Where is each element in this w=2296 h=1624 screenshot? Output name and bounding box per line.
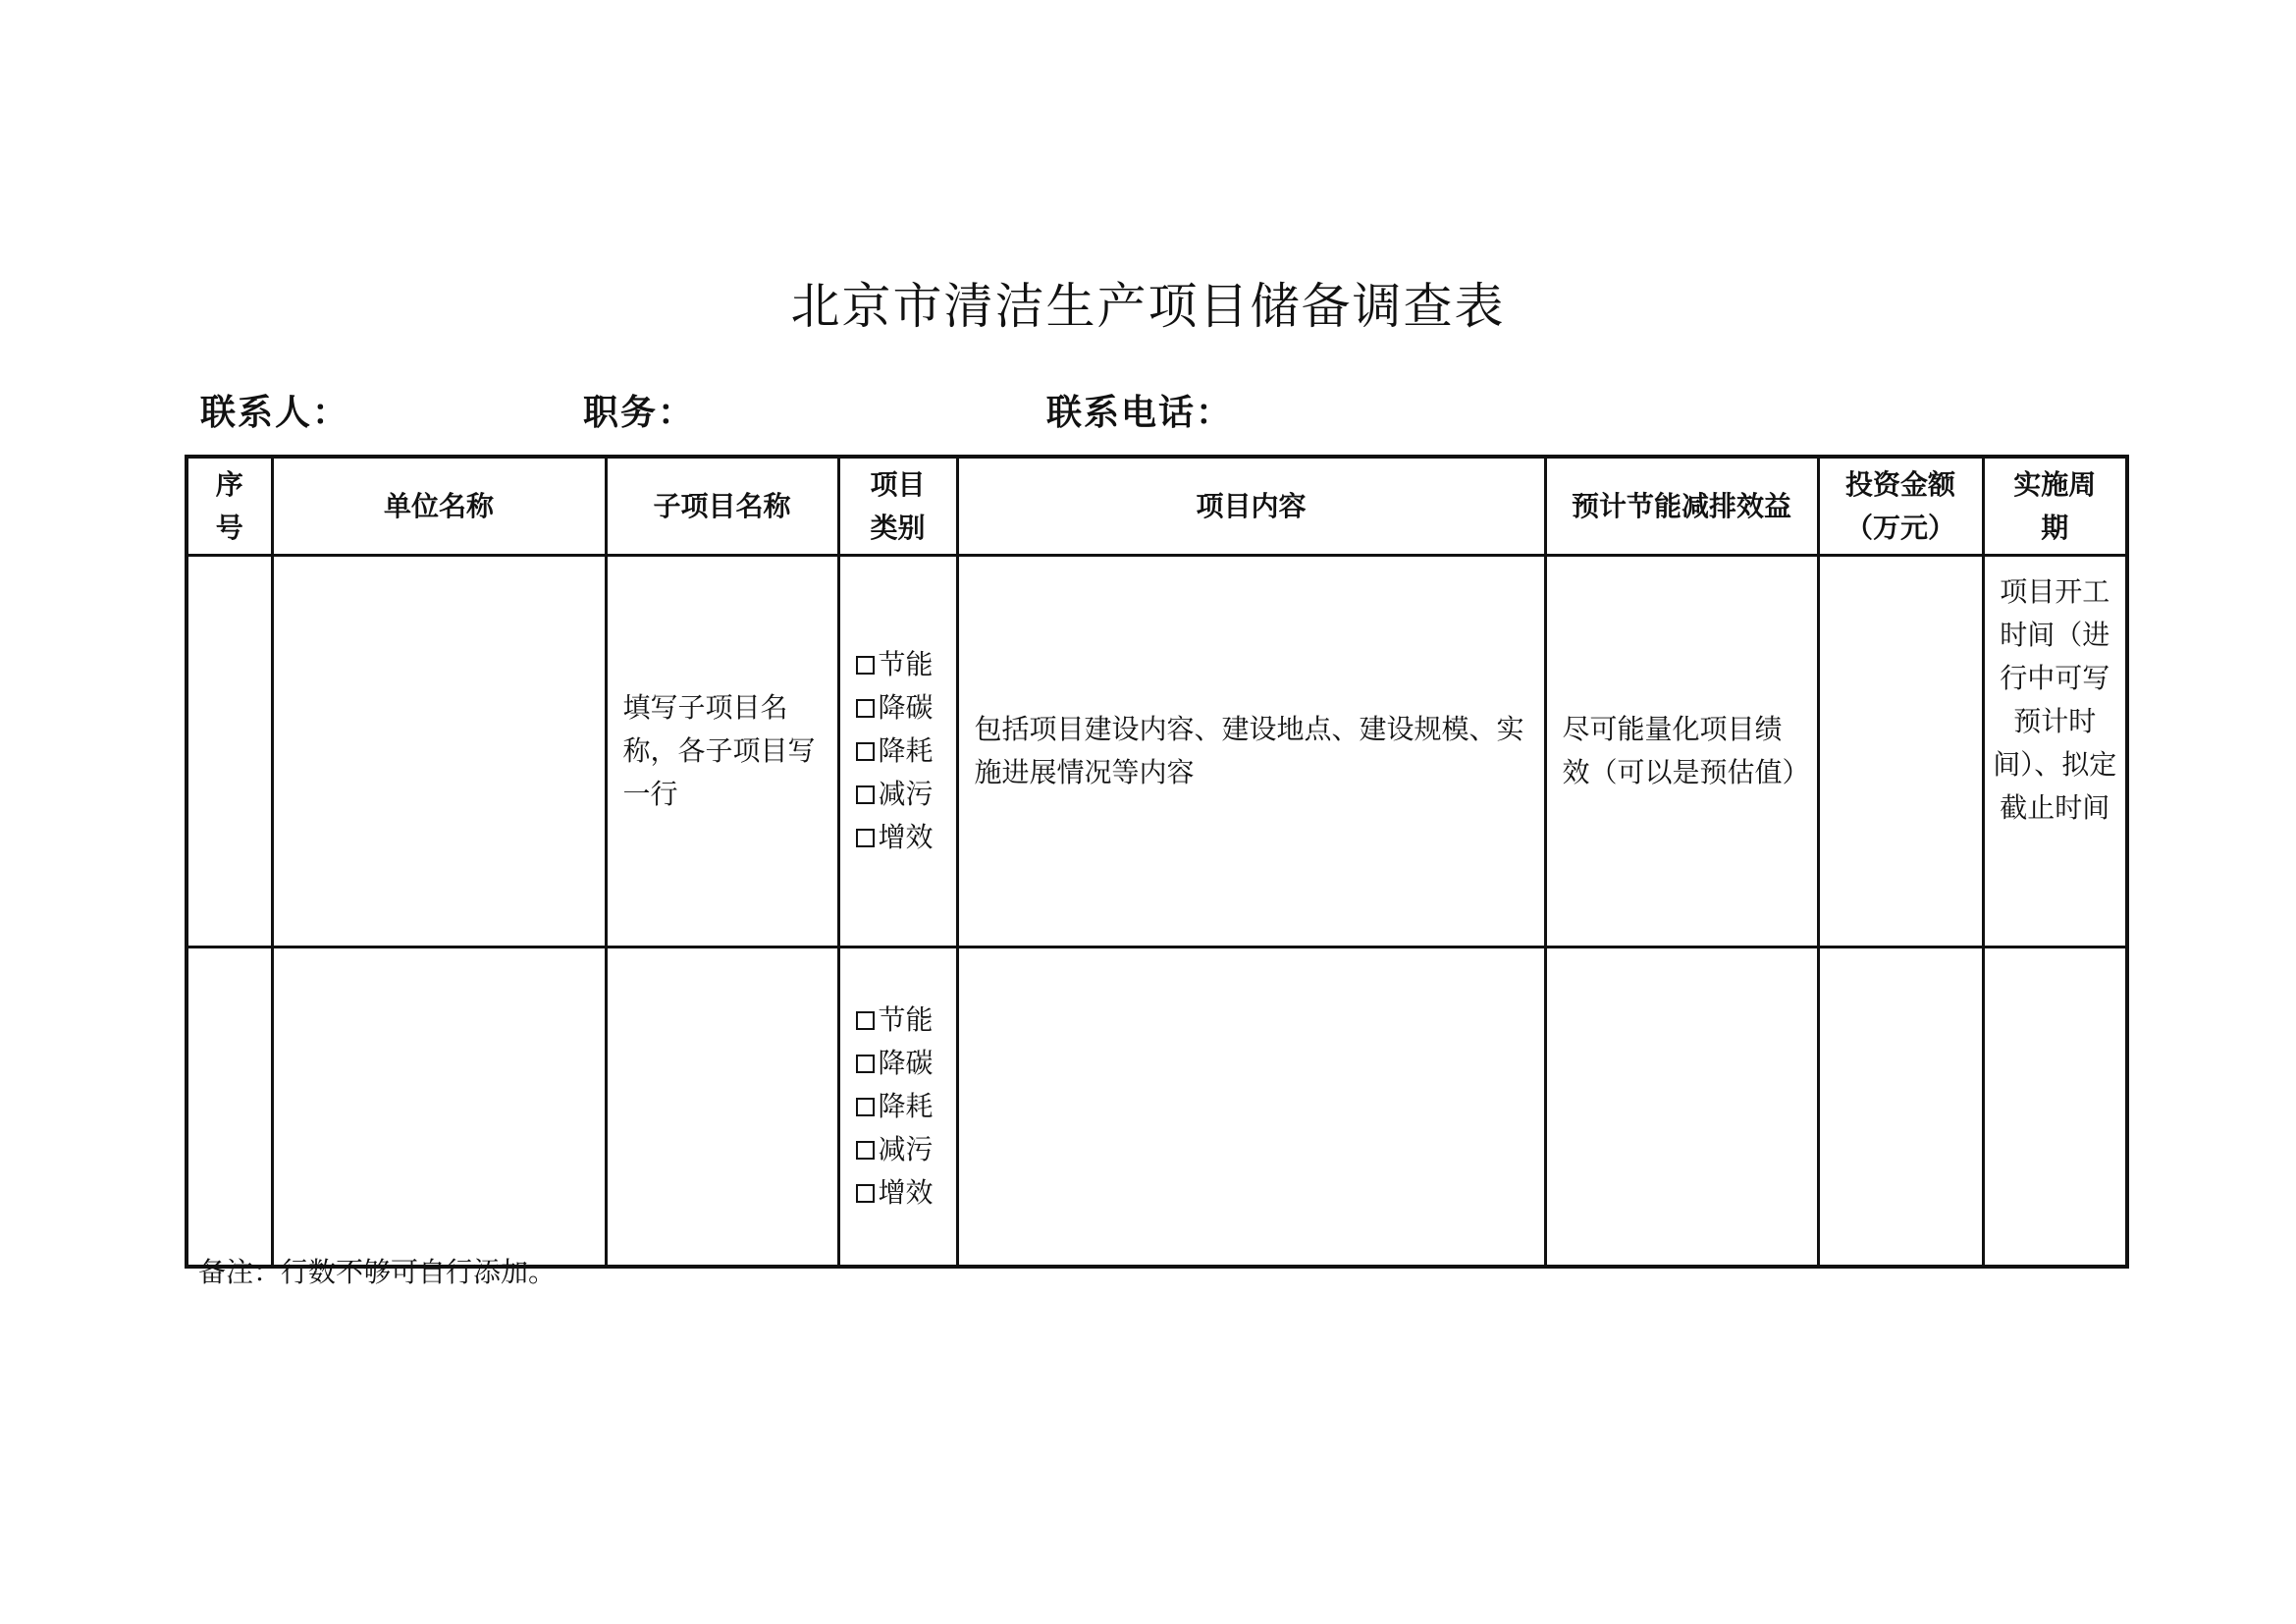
header-period-line1: 实施周 [2013, 467, 2097, 501]
header-seq-line1: 序 [215, 467, 243, 501]
checkbox-icon[interactable] [856, 829, 875, 847]
header-category-line2: 类别 [870, 511, 926, 544]
header-investment-line1: 投资金额 [1844, 467, 1955, 501]
header-category [838, 457, 957, 556]
header-seq [187, 457, 272, 556]
unit-name-cell[interactable] [272, 947, 606, 1268]
header-investment-line2: （万元） [1844, 511, 1955, 544]
benefit-cell[interactable] [1545, 947, 1818, 1268]
phone-label: 联系电话： [1046, 393, 1234, 433]
category-option-carbon-reduction[interactable]: 降碳 [856, 1042, 956, 1085]
header-sub-project: 子项目名称 [606, 457, 838, 556]
benefit-cell[interactable] [1545, 556, 1818, 947]
table-row [187, 947, 2127, 1268]
category-option-consumption-reduction[interactable]: 降耗 [856, 1085, 956, 1128]
category-option-pollution-reduction[interactable]: 减污 [856, 1128, 956, 1171]
footnote: 备注：行数不够可自行添加。 [198, 1256, 557, 1288]
header-row [187, 457, 2127, 556]
checkbox-icon[interactable] [856, 699, 875, 718]
period-hint: 项目开工时间（进行中可写预计时间）、拟定截止时间 [1993, 575, 2117, 824]
checkbox-icon[interactable] [856, 1011, 875, 1030]
header-seq-line2: 号 [215, 511, 243, 544]
header-benefit: 预计节能减排效益 [1545, 457, 1818, 556]
header-content: 项目内容 [957, 457, 1545, 556]
survey-table [185, 455, 2129, 1269]
category-checklist [840, 999, 956, 1215]
contact-person-label: 联系人： [200, 393, 350, 433]
category-cell [838, 947, 957, 1268]
category-option-energy-saving[interactable]: 节能 [856, 999, 956, 1042]
table-row [187, 556, 2127, 947]
seq-cell[interactable] [187, 556, 272, 947]
checkbox-icon[interactable] [856, 1141, 875, 1160]
category-option-carbon-reduction[interactable]: 降碳 [856, 686, 956, 730]
category-option-consumption-reduction[interactable]: 降耗 [856, 730, 956, 773]
header-period-line2: 期 [2041, 511, 2069, 544]
period-cell[interactable] [1983, 947, 2127, 1268]
seq-cell[interactable] [187, 947, 272, 1268]
sub-project-hint: 填写子项目名称，各子项目写一行 [622, 691, 816, 810]
checkbox-icon[interactable] [856, 785, 875, 804]
benefit-hint: 尽可能量化项目绩效（可以是预估值） [1562, 713, 1810, 788]
investment-cell[interactable] [1818, 947, 1983, 1268]
header-period [1983, 457, 2127, 556]
checkbox-icon[interactable] [856, 656, 875, 675]
sub-project-cell[interactable] [606, 947, 838, 1268]
checkbox-icon[interactable] [856, 1098, 875, 1116]
checkbox-icon[interactable] [856, 1055, 875, 1073]
category-option-efficiency[interactable]: 增效 [856, 1171, 956, 1215]
category-cell [838, 556, 957, 947]
header-unit: 单位名称 [272, 457, 606, 556]
header-category-line1: 项目 [870, 467, 926, 501]
investment-cell[interactable] [1818, 556, 1983, 947]
category-option-pollution-reduction[interactable]: 减污 [856, 773, 956, 816]
category-checklist [840, 643, 956, 859]
period-cell[interactable] [1983, 556, 2127, 947]
header-investment [1818, 457, 1983, 556]
checkbox-icon[interactable] [856, 742, 875, 761]
checkbox-icon[interactable] [856, 1184, 875, 1203]
unit-name-cell[interactable] [272, 556, 606, 947]
sub-project-cell[interactable] [606, 556, 838, 947]
category-option-efficiency[interactable]: 增效 [856, 816, 956, 859]
page-title: 北京市清洁生产项目储备调查表 [790, 278, 1506, 335]
content-cell[interactable] [957, 556, 1545, 947]
category-option-energy-saving[interactable]: 节能 [856, 643, 956, 686]
content-hint: 包括项目建设内容、建设地点、建设规模、实施进展情况等内容 [974, 713, 1524, 788]
position-label: 职务： [583, 393, 696, 433]
content-cell[interactable] [957, 947, 1545, 1268]
